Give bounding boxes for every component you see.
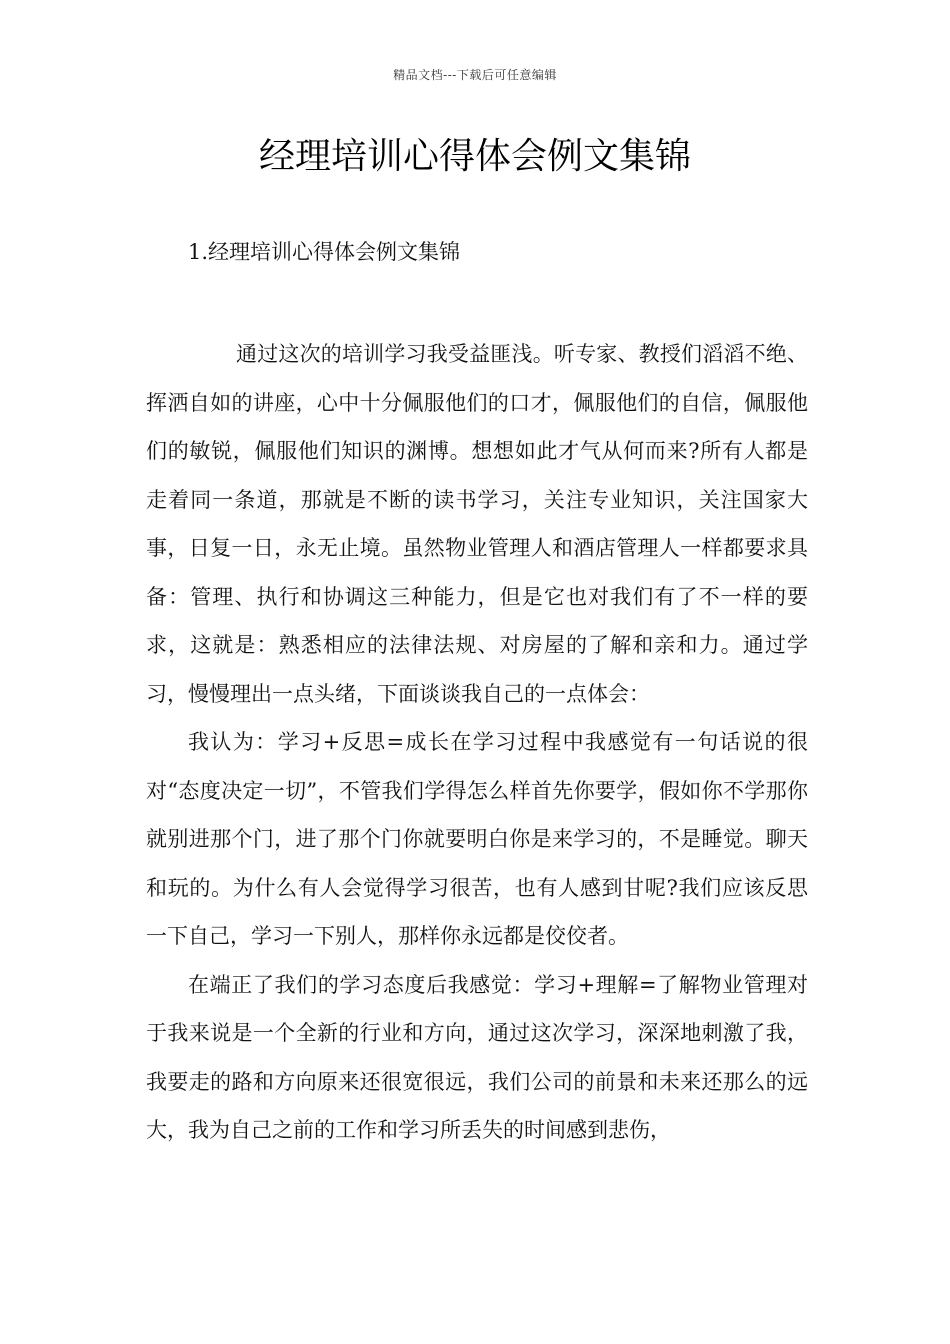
document-title: 经理培训心得体会例文集锦 [258, 136, 691, 177]
section-heading: 1.经理培训心得体会例文集锦 [188, 240, 461, 264]
header-note: 精品文档---下载后可任意编辑 [393, 68, 557, 82]
paragraph: 在端正了我们的学习态度后我感觉：学习+理解=了解物业管理对于我来说是一个全新的行业和方向，通过这次学习，深深地刺激了我，我要走的路和方向原来还很宽很远，我们公司的前景和未来还那么的远大，我为自己之前的工作和学习所丢失的时间感到悲伤， [146, 972, 808, 1142]
document-body [146, 330, 808, 1155]
paragraph: 通过这次的培训学习我受益匪浅。听专家、教授们滔滔不绝、挥洒自如的讲座，心中十分佩服他们的口才，佩服他们的自信，佩服他们的敏锐，佩服他们知识的渊博。想想如此才气从何而来?所有人都是走着同一条道，那就是不断的读书学习，关注专业知识，关注国家大事，日复一日，永无止境。虽然物业管理人和酒店管理人一样都要求具备：管理、执行和协调这三种能力，但是它也对我们有了不一样的要求，这就是：熟悉相应的法律法规、对房屋的了解和亲和力。通过学习，慢慢理出一点头绪，下面谈谈我自己的一点体会： [146, 342, 808, 706]
paragraph: 我认为：学习+反思=成长在学习过程中我感觉有一句话说的很对“态度决定一切”，不管我们学得怎么样首先你要学，假如你不学那你就别进那个门，进了那个门你就要明白你是来学习的，不是睡觉。聊天和玩的。为什么有人会觉得学习很苦，也有人感到甘呢?我们应该反思一下自己，学习一下别人，那样你永远都是佼佼者。 [146, 730, 808, 948]
